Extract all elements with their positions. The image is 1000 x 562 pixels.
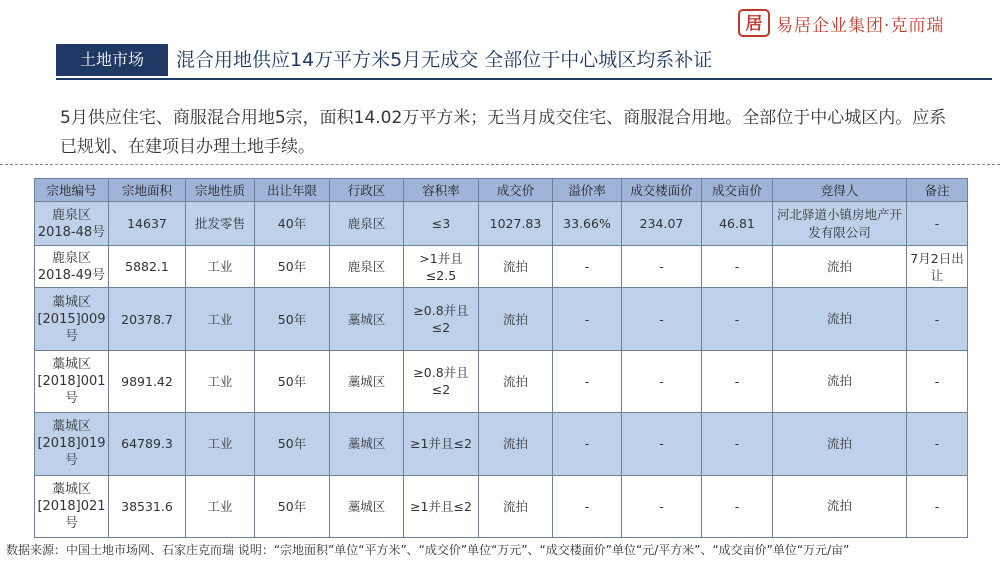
- table-cell: 20378.7: [109, 288, 186, 350]
- table-cell: 藁城区[2018]019号: [35, 413, 109, 475]
- table-cell: -: [553, 350, 622, 412]
- table-cell: 50年: [255, 246, 330, 288]
- table-cell: 藁城区[2015]009号: [35, 288, 109, 350]
- table-cell: 工业: [186, 288, 255, 350]
- table-cell: 藁城区[2018]001号: [35, 350, 109, 412]
- table-cell: 40年: [255, 202, 330, 246]
- column-header: 行政区: [330, 179, 404, 202]
- table-cell: -: [907, 350, 968, 412]
- table-cell: 50年: [255, 288, 330, 350]
- table-cell: >1并且≤2.5: [404, 246, 479, 288]
- table-cell: 藁城区: [330, 413, 404, 475]
- column-header: 宗地编号: [35, 179, 109, 202]
- table-cell: 9891.42: [109, 350, 186, 412]
- table-cell: 工业: [186, 413, 255, 475]
- table-cell: 藁城区[2018]021号: [35, 475, 109, 537]
- column-header: 备注: [907, 179, 968, 202]
- table-cell: 流拍: [479, 413, 553, 475]
- column-header: 成交价: [479, 179, 553, 202]
- table-cell: 藁城区: [330, 288, 404, 350]
- brand-name: 易居企业集团·克而瑞: [776, 15, 945, 36]
- table-cell: 流拍: [479, 475, 553, 537]
- section-tag: 土地市场: [56, 44, 168, 76]
- table-cell: 50年: [255, 475, 330, 537]
- table-cell: -: [553, 413, 622, 475]
- table-cell: 5882.1: [109, 246, 186, 288]
- table-cell: -: [907, 475, 968, 537]
- table-cell: 50年: [255, 413, 330, 475]
- table-cell: -: [907, 288, 968, 350]
- table-cell: 46.81: [702, 202, 773, 246]
- table-row: [35, 350, 968, 412]
- table-cell: 批发零售: [186, 202, 255, 246]
- column-header: 宗地面积: [109, 179, 186, 202]
- table-cell: -: [553, 288, 622, 350]
- table-cell: 藁城区: [330, 350, 404, 412]
- table-cell: 流拍: [773, 350, 907, 412]
- table-cell: -: [702, 475, 773, 537]
- table-cell: 流拍: [773, 413, 907, 475]
- column-header: 成交楼面价: [622, 179, 702, 202]
- table-cell: -: [907, 202, 968, 246]
- source-note: 数据来源：中国土地市场网、石家庄克而瑞 说明：“宗地面积”单位“平方米”、“成交价”单位“万元”、“成交楼面价”单位“元/平方米”、“成交亩价”单位“万元/亩”: [6, 543, 850, 557]
- table-row: [35, 246, 968, 288]
- table-cell: 藁城区: [330, 475, 404, 537]
- table-cell: 工业: [186, 350, 255, 412]
- column-header: 溢价率: [553, 179, 622, 202]
- table-cell: -: [622, 350, 702, 412]
- table-row: [35, 475, 968, 537]
- table-cell: 鹿泉区: [330, 246, 404, 288]
- table-cell: -: [622, 475, 702, 537]
- section-divider: [0, 164, 1000, 165]
- table-cell: 鹿泉区: [330, 202, 404, 246]
- column-header: 宗地性质: [186, 179, 255, 202]
- table-cell: 33.66%: [553, 202, 622, 246]
- table-cell: -: [702, 246, 773, 288]
- column-header: 容积率: [404, 179, 479, 202]
- table-cell: 64789.3: [109, 413, 186, 475]
- table-cell: 14637: [109, 202, 186, 246]
- table-cell: -: [553, 475, 622, 537]
- table-body: [35, 202, 968, 538]
- table-cell: 7月2日出让: [907, 246, 968, 288]
- table-row: [35, 288, 968, 350]
- table-cell: -: [622, 288, 702, 350]
- column-header: 成交亩价: [702, 179, 773, 202]
- page-title: 混合用地供应14万平方米5月无成交 全部位于中心城区均系补证: [176, 49, 713, 71]
- table-cell: -: [702, 350, 773, 412]
- table-cell: ≤3: [404, 202, 479, 246]
- table-cell: ≥0.8并且≤2: [404, 350, 479, 412]
- table-row: [35, 413, 968, 475]
- table-cell: 工业: [186, 475, 255, 537]
- table-cell: 流拍: [773, 288, 907, 350]
- table-cell: ≥1并且≤2: [404, 475, 479, 537]
- table-cell: -: [553, 246, 622, 288]
- table-cell: 流拍: [773, 475, 907, 537]
- table-cell: -: [622, 413, 702, 475]
- table-cell: 鹿泉区2018-49号: [35, 246, 109, 288]
- table-cell: ≥1并且≤2: [404, 413, 479, 475]
- table-cell: 流拍: [479, 350, 553, 412]
- table-cell: 50年: [255, 350, 330, 412]
- column-header: 出让年限: [255, 179, 330, 202]
- table-cell: -: [622, 246, 702, 288]
- land-transaction-table: [34, 178, 968, 538]
- column-header: 竞得人: [773, 179, 907, 202]
- table-cell: 流拍: [773, 246, 907, 288]
- title-underline: [56, 78, 992, 80]
- brand-seal-icon: 居: [738, 9, 770, 37]
- table-cell: 1027.83: [479, 202, 553, 246]
- table-cell: 流拍: [479, 246, 553, 288]
- table-cell: 234.07: [622, 202, 702, 246]
- table-header-row: [35, 179, 968, 202]
- brand-logo: [738, 8, 944, 38]
- table-cell: -: [702, 288, 773, 350]
- table-row: [35, 202, 968, 246]
- table-cell: 38531.6: [109, 475, 186, 537]
- table-cell: -: [907, 413, 968, 475]
- table-cell: 流拍: [479, 288, 553, 350]
- table-cell: -: [702, 413, 773, 475]
- table-cell: 工业: [186, 246, 255, 288]
- table-cell: 河北驿道小镇房地产开发有限公司: [773, 202, 907, 246]
- table-cell: ≥0.8并且≤2: [404, 288, 479, 350]
- summary-text: 5月供应住宅、商服混合用地5宗，面积14.02万平方米；无当月成交住宅、商服混合用地。全部位于中心城区内。应系已规划、在建项目办理土地手续。: [60, 108, 947, 157]
- table-cell: 鹿泉区2018-48号: [35, 202, 109, 246]
